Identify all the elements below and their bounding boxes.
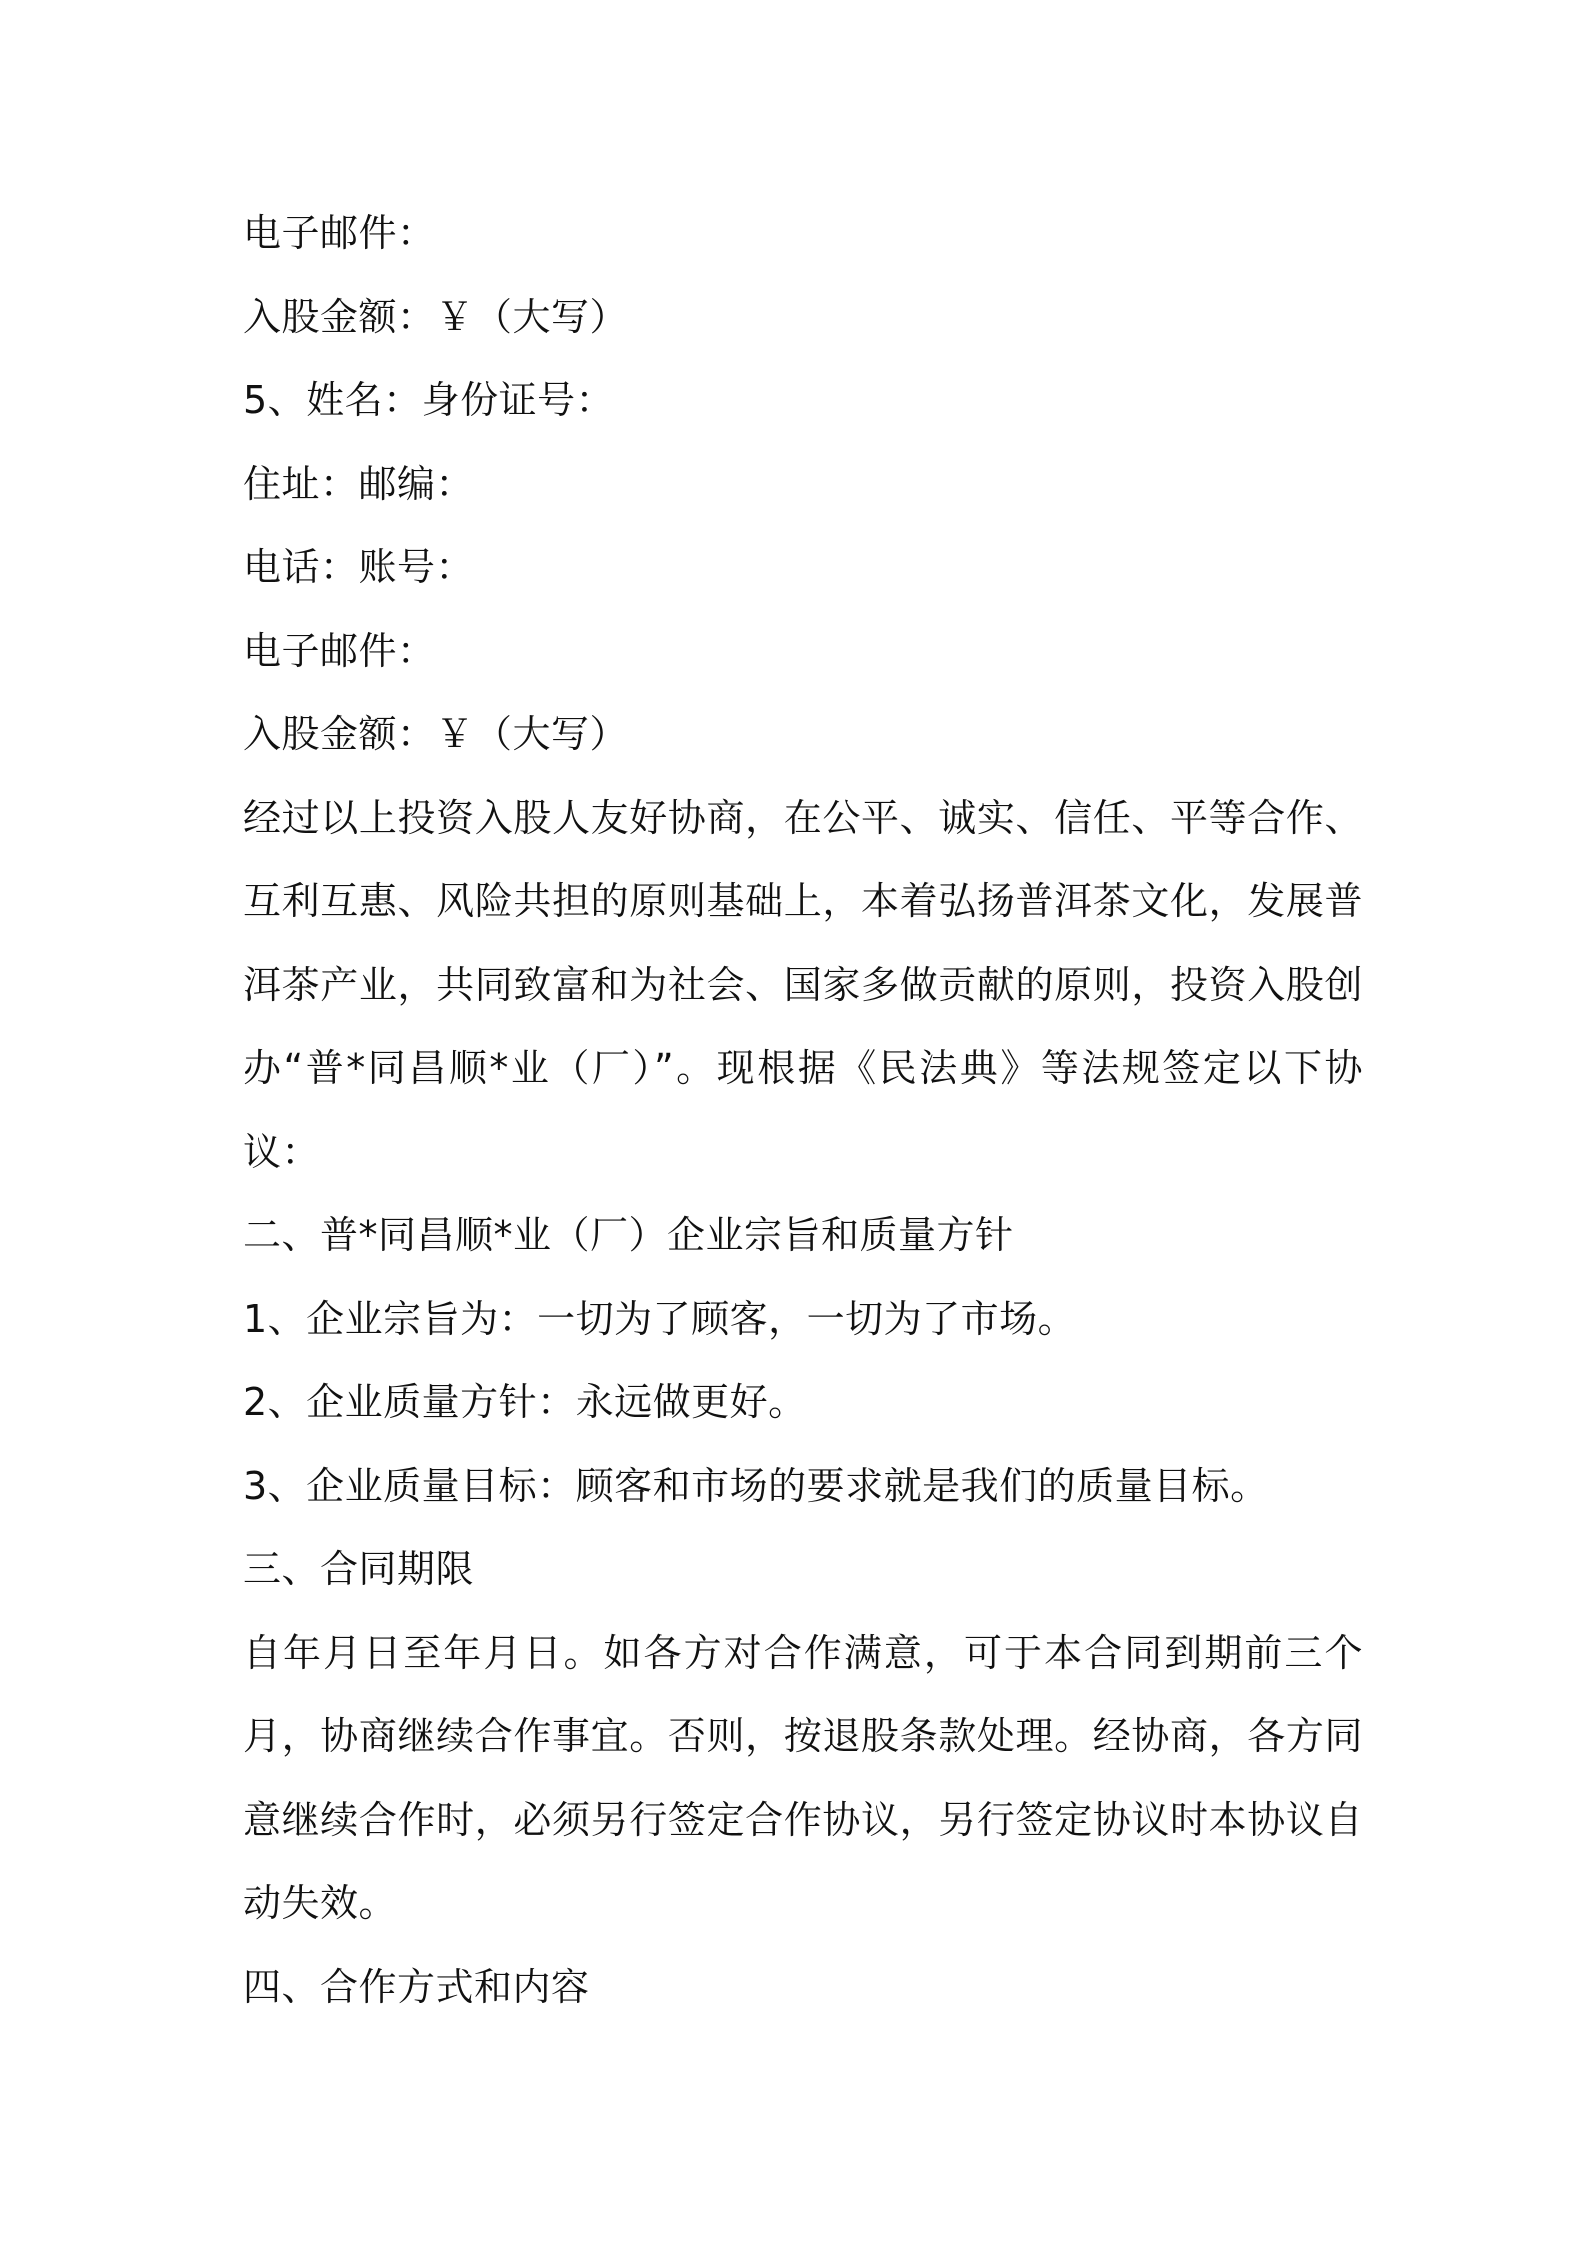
document-body <box>243 192 1363 2029</box>
section-2-item-2: 2、企业质量方针：永远做更好。 <box>243 1380 807 1424</box>
investor-5-name-id-label: 5、姓名：身份证号： <box>243 378 615 422</box>
section-2-item-1: 1、企业宗旨为：一切为了顾客，一切为了市场。 <box>243 1296 1077 1341</box>
intro-paragraph: 经过以上投资入股人友好协商，在公平、诚实、信任、平等合作、互利互惠、风险共担的原则基础上，本着弘扬普洱茶文化，发展普洱茶产业，共同致富和为社会、国家多做贡献的原则，投资入股创办“普*同昌顺*业（厂）”。现根据《民法典》等法规签定以下协议： <box>243 795 1363 1174</box>
address-postcode-label: 住址：邮编： <box>243 461 475 506</box>
section-4-heading: 四、合作方式和内容 <box>243 1964 590 2009</box>
section-2-item-3: 3、企业质量目标：顾客和市场的要求就是我们的质量目标。 <box>243 1463 1269 1508</box>
investment-amount-label: 入股金额：￥（大写） <box>243 294 629 339</box>
section-2-heading: 二、普*同昌顺*业（厂）企业宗旨和质量方针 <box>243 1213 1014 1257</box>
section-3-heading: 三、合同期限 <box>243 1547 475 1591</box>
section-3-paragraph: 自年月日至年月日。如各方对合作满意，可于本合同到期前三个月，协商继续合作事宜。否则，按退股条款处理。经协商，各方同意继续合作时，必须另行签定合作协议，另行签定协议时本协议自动失效。 <box>243 1630 1363 1925</box>
email-label: 电子邮件： <box>243 628 436 673</box>
email-label: 电子邮件： <box>243 211 436 255</box>
investment-amount-label: 入股金额：￥（大写） <box>243 712 629 756</box>
phone-account-label: 电话：账号： <box>243 545 475 589</box>
